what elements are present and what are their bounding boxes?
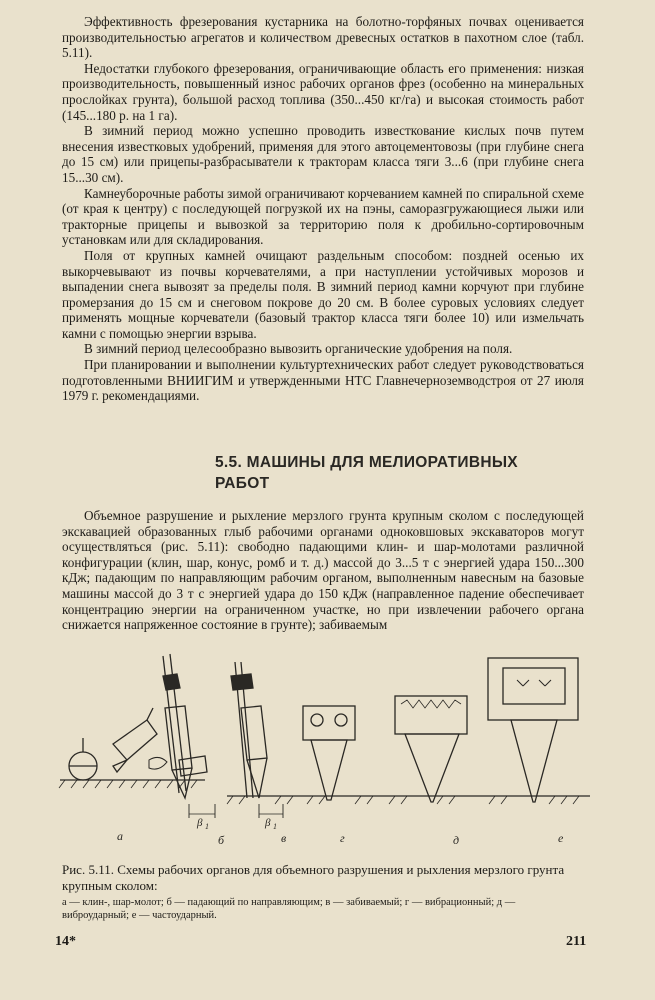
frequency-box [503, 668, 565, 704]
paragraph: Камнеуборочные работы зимой ограничивают корчеванием камней по спиральной схеме (от края к центру) с последующей погрузкой их на пэны, саморазгружающиеся лыжи или тракторные прицепы и вывозкой за территорию поля к дробильно-сортировочным установкам или для складирования. [62, 185, 584, 248]
paragraph: В зимний период можно успешно проводить известкование кислых почв путем внесения известковых удобрений, применяя для этого автоцементовозы (при глубине снега до 15 см) или прицепы-разбрасыватели к тракторам класса тяги 3...6 (при глубине снега 15...30 см). [62, 123, 584, 185]
ground-hatch [59, 780, 579, 804]
paragraph: В зимний период целесообразно вывозить органические удобрения на поля. [84, 341, 513, 357]
beta-label: β [197, 817, 203, 829]
figure-5-11 [55, 648, 590, 858]
beta-subscript: 1 [273, 822, 277, 831]
section-heading-line: 5.5. МАШИНЫ ДЛЯ МЕЛИОРАТИВНЫХ [215, 454, 518, 471]
figure-label: в [281, 831, 287, 845]
driven-body [241, 706, 267, 760]
paragraph: Эффективность фрезерования кустарника на болотно-торфяных почвах оценивается производительностью агрегатов и количеством древесных остатков в пахотном слое (табл. 5.11). [62, 14, 584, 61]
figure-label: а [117, 829, 123, 843]
figure-label: е [558, 831, 564, 845]
vibro-impact-box [395, 696, 467, 734]
figure-drawing [55, 648, 590, 858]
paragraph: Объемное разрушение и рыхление мерзлого грунта крупным сколом с последующей экскавацией образованных глыб рабочими органами одноковшовых экскаваторов могут осуществляться (рис. 5.11): свободно падающими клин- и шар-молотами различной конфигурации (клин, шар, конус, ромб и т. д.) массой до 3...5 т с энергией удара 150...300 кДж; падающим по направляющим рабочим органом, выполненным навесным на базовые машины массой до 3 т с энергией удара до 150 кДж (направленное падение обеспечивает концентрацию энергии на ограниченном участке, но при извлечении рабочего органа снижается напряженное состояние в грунте); забиваемым [62, 508, 584, 633]
text-top [62, 14, 584, 404]
paragraph: Поля от крупных камней очищают раздельным способом: поздней осенью их выкорчевывают из почвы корчевателями, а при наступлении устойчивых морозов и выпадении снега вывозят за пределы поля. В зимний период камни корчуют при глубине промерзания до 15 см и снеговом покрове до 20 см. В более суровых условиях следует применять мощные корчеватели (базовый трактор класса тяги более 10) или измельчать камни с помощью энергии взрыва. [62, 247, 584, 341]
caption-legend: а — клин-, шар-молот; б — падающий по направляющим; в — забиваемый; г — вибрационный; д — виброударный; е — частоударный. [62, 897, 516, 921]
page-number: 211 [566, 934, 587, 949]
beta-subscript: 1 [205, 822, 209, 831]
figure-label: б [218, 833, 225, 847]
wedge-hammer [113, 720, 157, 760]
beta-label: β [265, 817, 271, 829]
section-heading [215, 452, 575, 494]
section-heading-line: РАБОТ [215, 475, 270, 492]
caption-title: Рис. 5.11. Схемы рабочих органов для объемного разрушения и рыхления мерзлого грунта крупным сколом: [62, 862, 565, 893]
vibro-impact-tool [405, 734, 459, 802]
text-bottom [62, 508, 584, 633]
frequency-tool [511, 720, 557, 802]
figure-caption [62, 862, 584, 922]
vibrator-box [303, 706, 355, 740]
paragraph: Недостатки глубокого фрезерования, ограничивающие область его применения: низкая производительность, повышенный износ рабочих органов фрез (особенно на минеральных прослойках грунта), большой расход топлива (350...450 кг/га) и высокая стоимость работ (145...180 р. на 1 га). [62, 60, 584, 123]
paragraph: При планировании и выполнении культуртехнических работ следует руководствоваться подготовленными ВНИИГИМ и утвержденными НТС Главнечерноземводстроя от 27 июля 1979 г. рекомендациями. [62, 357, 584, 404]
signature-mark: 14* [55, 934, 76, 949]
figure-label: д [453, 833, 460, 847]
figure-label: г [340, 831, 345, 845]
vibrator-tool [311, 740, 347, 800]
